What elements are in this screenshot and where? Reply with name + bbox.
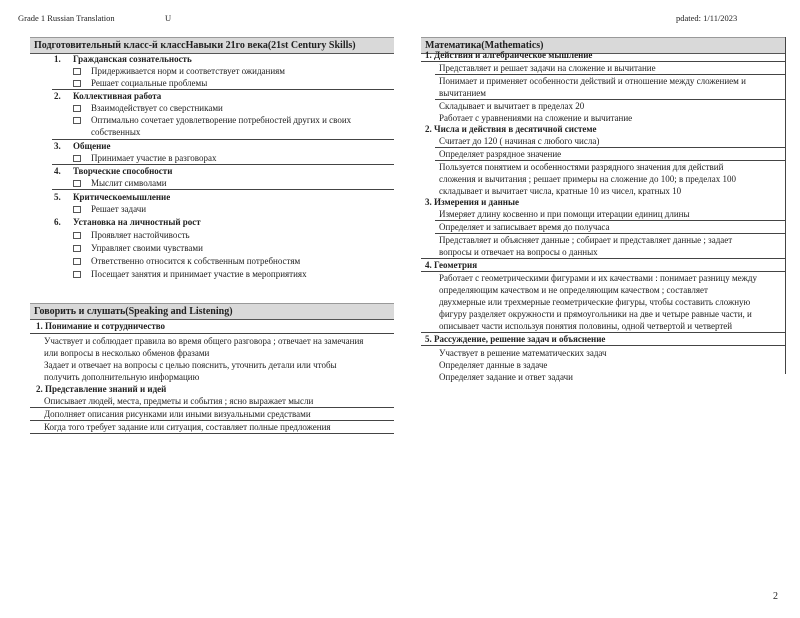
header-u: U: [165, 13, 172, 23]
grade-label: Grade 1 Russian Translation: [18, 13, 115, 23]
bullet-icon: [73, 271, 81, 278]
speaking-line: Дополняет описания рисунками или иными визуальными средствами: [44, 409, 311, 419]
math-line: Представляет и решает задачи на сложение и вычитание: [439, 63, 656, 73]
skill-number: 6.: [54, 217, 61, 227]
divider: [30, 333, 394, 334]
speaking-line: получить дополнительную информацию: [44, 372, 200, 382]
math-line: Определяет и записывает время до получаса: [439, 222, 610, 232]
bullet-icon: [73, 68, 81, 75]
skill-title: Общение: [73, 141, 111, 151]
skill-bullet-cont: собственных: [91, 127, 141, 137]
skill-bullet: Решает задачи: [73, 203, 146, 215]
skill-bullet: Управляет своими чувствами: [73, 242, 203, 254]
divider: [30, 433, 394, 434]
math-subheader: 5. Рассуждение, решение задач и объяснение: [425, 334, 606, 344]
skill-title: Гражданская сознательность: [73, 54, 192, 64]
speaking-line: Участвует и соблюдает правила во время общего разговора ; отвечает на замечания: [44, 336, 364, 346]
math-line: складывает и вычитает числа, кратные 10 из чисел, кратных 10: [439, 186, 682, 196]
skill-title: Установка на личностный рост: [73, 217, 201, 227]
math-line: вычитанием: [439, 88, 486, 98]
speaking-line: Описывает людей, места, предметы и события ; ясно выражает мысли: [44, 396, 314, 406]
speaking-line: Когда того требует задание или ситуация, составляет полные предложения: [44, 422, 331, 432]
math-line: сложения и вычитания ; решает примеры на сложение до 100; в пределах 100: [439, 174, 736, 184]
skill-title: Критическоемышление: [73, 192, 171, 202]
skill-bullet: Придерживается норм и соответствует ожиданиям: [73, 65, 285, 77]
speaking-section-header: Говорить и слушать(Speaking and Listening): [30, 303, 394, 320]
speaking-line: или вопросы в несколько обменов фразами: [44, 348, 210, 358]
skill-bullet: Принимает участие в разговорах: [73, 152, 216, 164]
skill-number: 5.: [54, 192, 61, 202]
math-line: Участвует в решение математических задач: [439, 348, 607, 358]
math-subheader: 3. Измерения и данные: [425, 197, 519, 207]
skill-bullet: Посещает занятия и принимает участие в мероприятиях: [73, 268, 307, 280]
updated-date: pdated: 1/11/2023: [676, 13, 738, 23]
divider: [52, 189, 394, 190]
math-line: описывает части используя понятия половины, одной четвертой и четвертей: [439, 321, 733, 331]
math-subheader: 4. Геометрия: [425, 260, 478, 270]
skill-bullet: Проявляет настойчивость: [73, 229, 190, 241]
page-number: 2: [773, 591, 778, 602]
speaking-subheader: 1. Понимание и сотрудничество: [36, 321, 166, 331]
skill-bullet: Мыслит символами: [73, 177, 167, 189]
skill-bullet: Решает социальные проблемы: [73, 77, 207, 89]
bullet-icon: [73, 258, 81, 265]
bullet-icon: [73, 80, 81, 87]
skill-title: Коллективная работа: [73, 91, 162, 101]
math-subheader: 1. Действия и алгебраическое мышление: [425, 50, 593, 60]
math-section-header: Математика(Mathematics): [421, 37, 785, 54]
math-line: Складывает и вычитает в пределах 20: [439, 101, 585, 111]
math-line: Представляет и объясняет данные ; собирает и представляет данные ; задает: [439, 235, 733, 245]
math-line: Определяет разрядное значение: [439, 149, 562, 159]
bullet-icon: [73, 117, 81, 124]
skill-number: 3.: [54, 141, 61, 151]
bullet-icon: [73, 232, 81, 239]
skill-bullet: Ответственно относится к собственным потребностям: [73, 255, 300, 267]
math-line: Работает с уравнениями на сложение и вычитание: [439, 113, 633, 123]
bullet-icon: [73, 180, 81, 187]
skill-number: 2.: [54, 91, 61, 101]
math-line: двухмерные или трехмерные геометрические фигуры, чтобы составить сложную: [439, 297, 751, 307]
math-line: Определяет данные в задаче: [439, 360, 548, 370]
math-line: определяющим качеством и не определяющим качеством ; составляет: [439, 285, 708, 295]
skills-section-header: Подготовительный класс-й классНавыки 21го века(21st Century Skills): [30, 37, 394, 54]
skill-title: Творческие способности: [73, 166, 173, 176]
math-line: Считает до 120 ( начиная с любого числа): [439, 136, 600, 146]
skill-bullet: Оптимально сочетает удовлетворение потребностей других и своих: [73, 114, 351, 126]
bullet-icon: [73, 206, 81, 213]
skill-bullet: Взаимодействует со сверстниками: [73, 102, 223, 114]
skill-number: 1.: [54, 54, 61, 64]
speaking-subheader: 2. Представление знаний и идей: [36, 384, 167, 394]
math-line: Понимает и применяет особенности действий и отношение между сложением и: [439, 76, 746, 86]
math-subheader: 2. Числа и действия в десятичной системе: [425, 124, 597, 134]
math-line: Измеряет длину косвенно и при помощи итерации единиц длины: [439, 209, 690, 219]
math-line: Работает с геометрическими фигурами и их качествами : понимает разницу между: [439, 273, 757, 283]
math-line: вопросы и отвечает на вопросы о данных: [439, 247, 598, 257]
right-border: [785, 37, 786, 374]
bullet-icon: [73, 105, 81, 112]
bullet-icon: [73, 155, 81, 162]
bullet-icon: [73, 245, 81, 252]
math-line: Определяет задание и ответ задачи: [439, 372, 573, 382]
skill-number: 4.: [54, 166, 61, 176]
math-line: фигуру разделяет окружности и прямоугольники на две и четыре равные части, и: [439, 309, 752, 319]
math-line: Пользуется понятием и особенностями разрядного значения для действий: [439, 162, 724, 172]
speaking-line: Задает и отвечает на вопросы с целью пояснить, уточнить детали или чтобы: [44, 360, 337, 370]
